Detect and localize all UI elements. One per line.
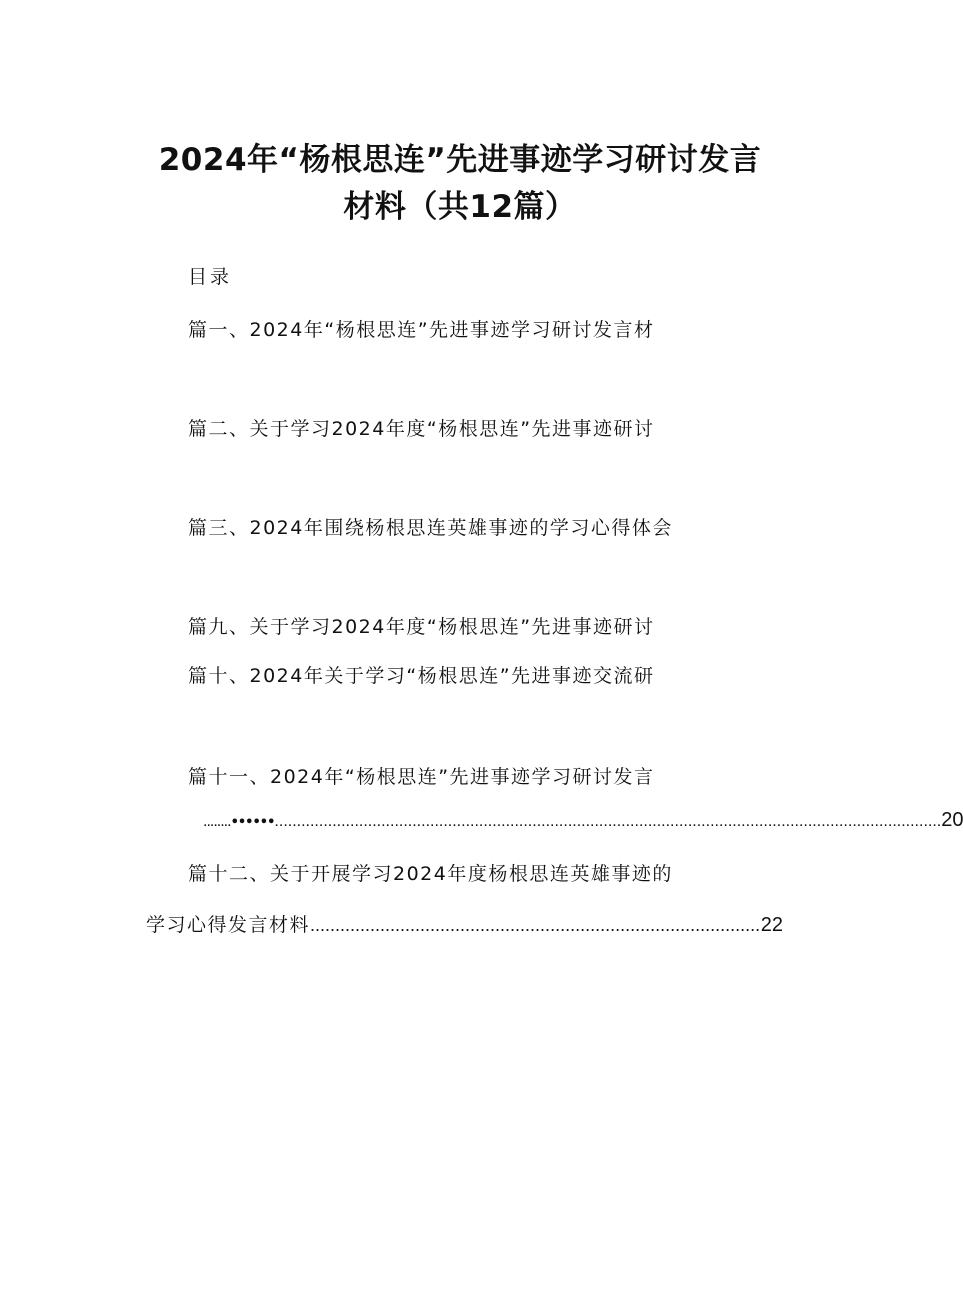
toc-entry-12-leader[interactable] [146, 910, 783, 937]
toc-entry-3[interactable]: 篇三、2024年围绕杨根思连英雄事迹的学习心得体会 [188, 517, 673, 539]
toc-entry-12[interactable]: 篇十二、关于开展学习2024年度杨根思连英雄事迹的 [188, 863, 673, 885]
toc-entry-12-page-number: 22 [760, 914, 783, 936]
toc-entry-11[interactable]: 篇十一、2024年“杨根思连”先进事迹学习研讨发言 [188, 766, 655, 788]
toc-entry-11-dot-leader: ...................................................................................................................................................... [274, 813, 942, 830]
toc-entry-12-dot-leader: .......................................................................................... [310, 915, 761, 935]
toc-entry-11-leader[interactable] [203, 809, 963, 832]
toc-entry-11-leader-prefix: ........ [203, 813, 231, 830]
toc-entry-2[interactable]: 篇二、关于学习2024年度“杨根思连”先进事迹研讨 [188, 418, 655, 440]
toc-entry-11-leader-bullets: •••••• [230, 815, 275, 830]
toc-entry-11-page-number: 20 [941, 809, 963, 831]
toc-entry-1[interactable]: 篇一、2024年“杨根思连”先进事迹学习研讨发言材 [188, 319, 655, 341]
document-title-line-2: 材料（共12篇） [343, 189, 577, 225]
document-title-line-1: 2024年“杨根思连”先进事迹学习研讨发言 [158, 142, 762, 178]
toc-heading: 目录 [188, 266, 233, 288]
toc-entry-10[interactable]: 篇十、2024年关于学习“杨根思连”先进事迹交流研 [188, 665, 655, 687]
toc-entry-12-continuation: 学习心得发言材料 [146, 914, 311, 936]
toc-entry-9[interactable]: 篇九、关于学习2024年度“杨根思连”先进事迹研讨 [188, 616, 655, 638]
